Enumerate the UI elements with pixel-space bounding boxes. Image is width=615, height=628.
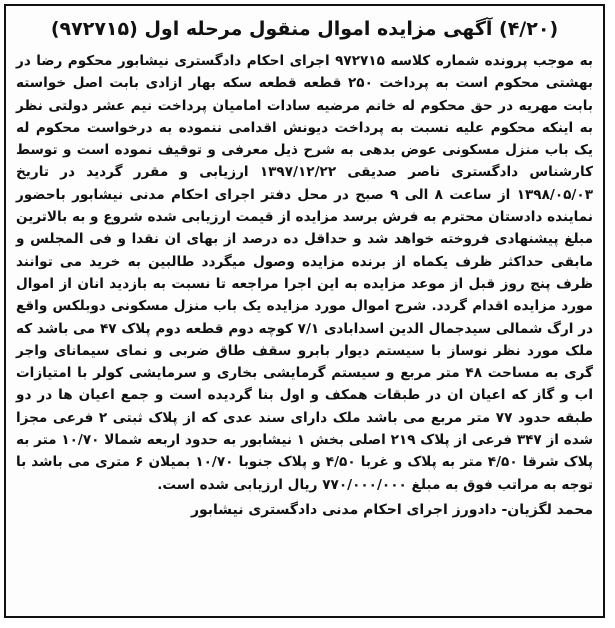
notice-title: (۴/۲۰) آگهی مزایده اموال منقول مرحله اول (۹۷۲۷۱۵) (50, 18, 559, 40)
notice-body: به موجب پرونده شماره کلاسه ۹۷۲۷۱۵ اجرای احکام دادگستری نیشابور محکوم رضا در بهشتی محکوم است به پرداخت ۲۵۰ قطعه قطعه سکه بهار ازادی بابت اصل خواسته بابت مهریه در حق محکوم له خانم مرضیه سادات امامیان پرداخت نیم عشر دولتی نظر به اینکه محکوم علیه نسبت به پرداخت دیونش اقدامی ننموده به درخواست محکوم له یک باب منزل مسکونی عوض بدهی به شرح ذیل معرفی و توقیف نموده است و توسط کارشناس دادگستری ناصر صدیقی ۱۳۹۷/۱۲/۲۲ ارزیابی و مقرر گردید در تاریخ ۱۳۹۸/۰۵/۰۳ از ساعت ۸ الی ۹ صبح در محل دفتر اجرای احکام مدنی نیشابور باحضور نماینده دادستان محترم به فرش برسد مزایده از قیمت ارزیابی شده شروع و به بالاترین مبلغ پیشنهادی فروخته خواهد شد و حداقل ده درصد از بهای ان نقدا و فی المجلس و مابقی حداکثر ظرف یکماه از برنده مزایده وصول میگردد طالبین به خرید می توانند ظرف پنج روز قبل از موعد مزایده به این اجرا مراجعه تا نسبت به بازدید انان از اموال مورد مزایده اقدام گردد. شرح اموال مورد مزایده یک باب منزل مسکونی دوبلکس واقع در ارگ شمالی سیدجمال الدین اسدابادی ۷/۱ کوچه دوم قطعه دوم پلاک ۴۷ می باشد که ملک مورد نظر نوساز با سیستم دیوار بابرو سقف طاق ضربی و نمای سیمانای واجر گری به مساحت ۴۸ متر مربع و سیستم گرمایشی بخاری و سرمایشی کولر با امتیازات اب و گاز که اعیان ان در طبقات همکف و اول بنا گردیده است و جمع اعیان ها در دو طبقه حدود ۷۷ متر مربع می باشد ملک دارای سند عدی که از پلاک ثبتی ۲ فرعی مجزا شده از ۳۴۷ فرعی از پلاک ۲۱۹ اصلی بخش ۱ نیشابور به حدود اربعه شمالا ۱۰/۷۰ متر به پلاک شرقا ۴/۵۰ متر به پلاک و غربا ۴/۵۰ و پلاک جنوبا ۱۰/۷۰ بمیلان ۶ متری می باشد با توجه به مراتب فوق به مبلغ ۷۷۰/۰۰۰/۰۰۰ ریال ارزیابی شده است. (16, 53, 594, 493)
notice-signature: محمد لگزیان- دادورز اجرای احکام مدنی دادگستری نیشابور (190, 501, 593, 518)
auction-notice (4, 4, 605, 618)
